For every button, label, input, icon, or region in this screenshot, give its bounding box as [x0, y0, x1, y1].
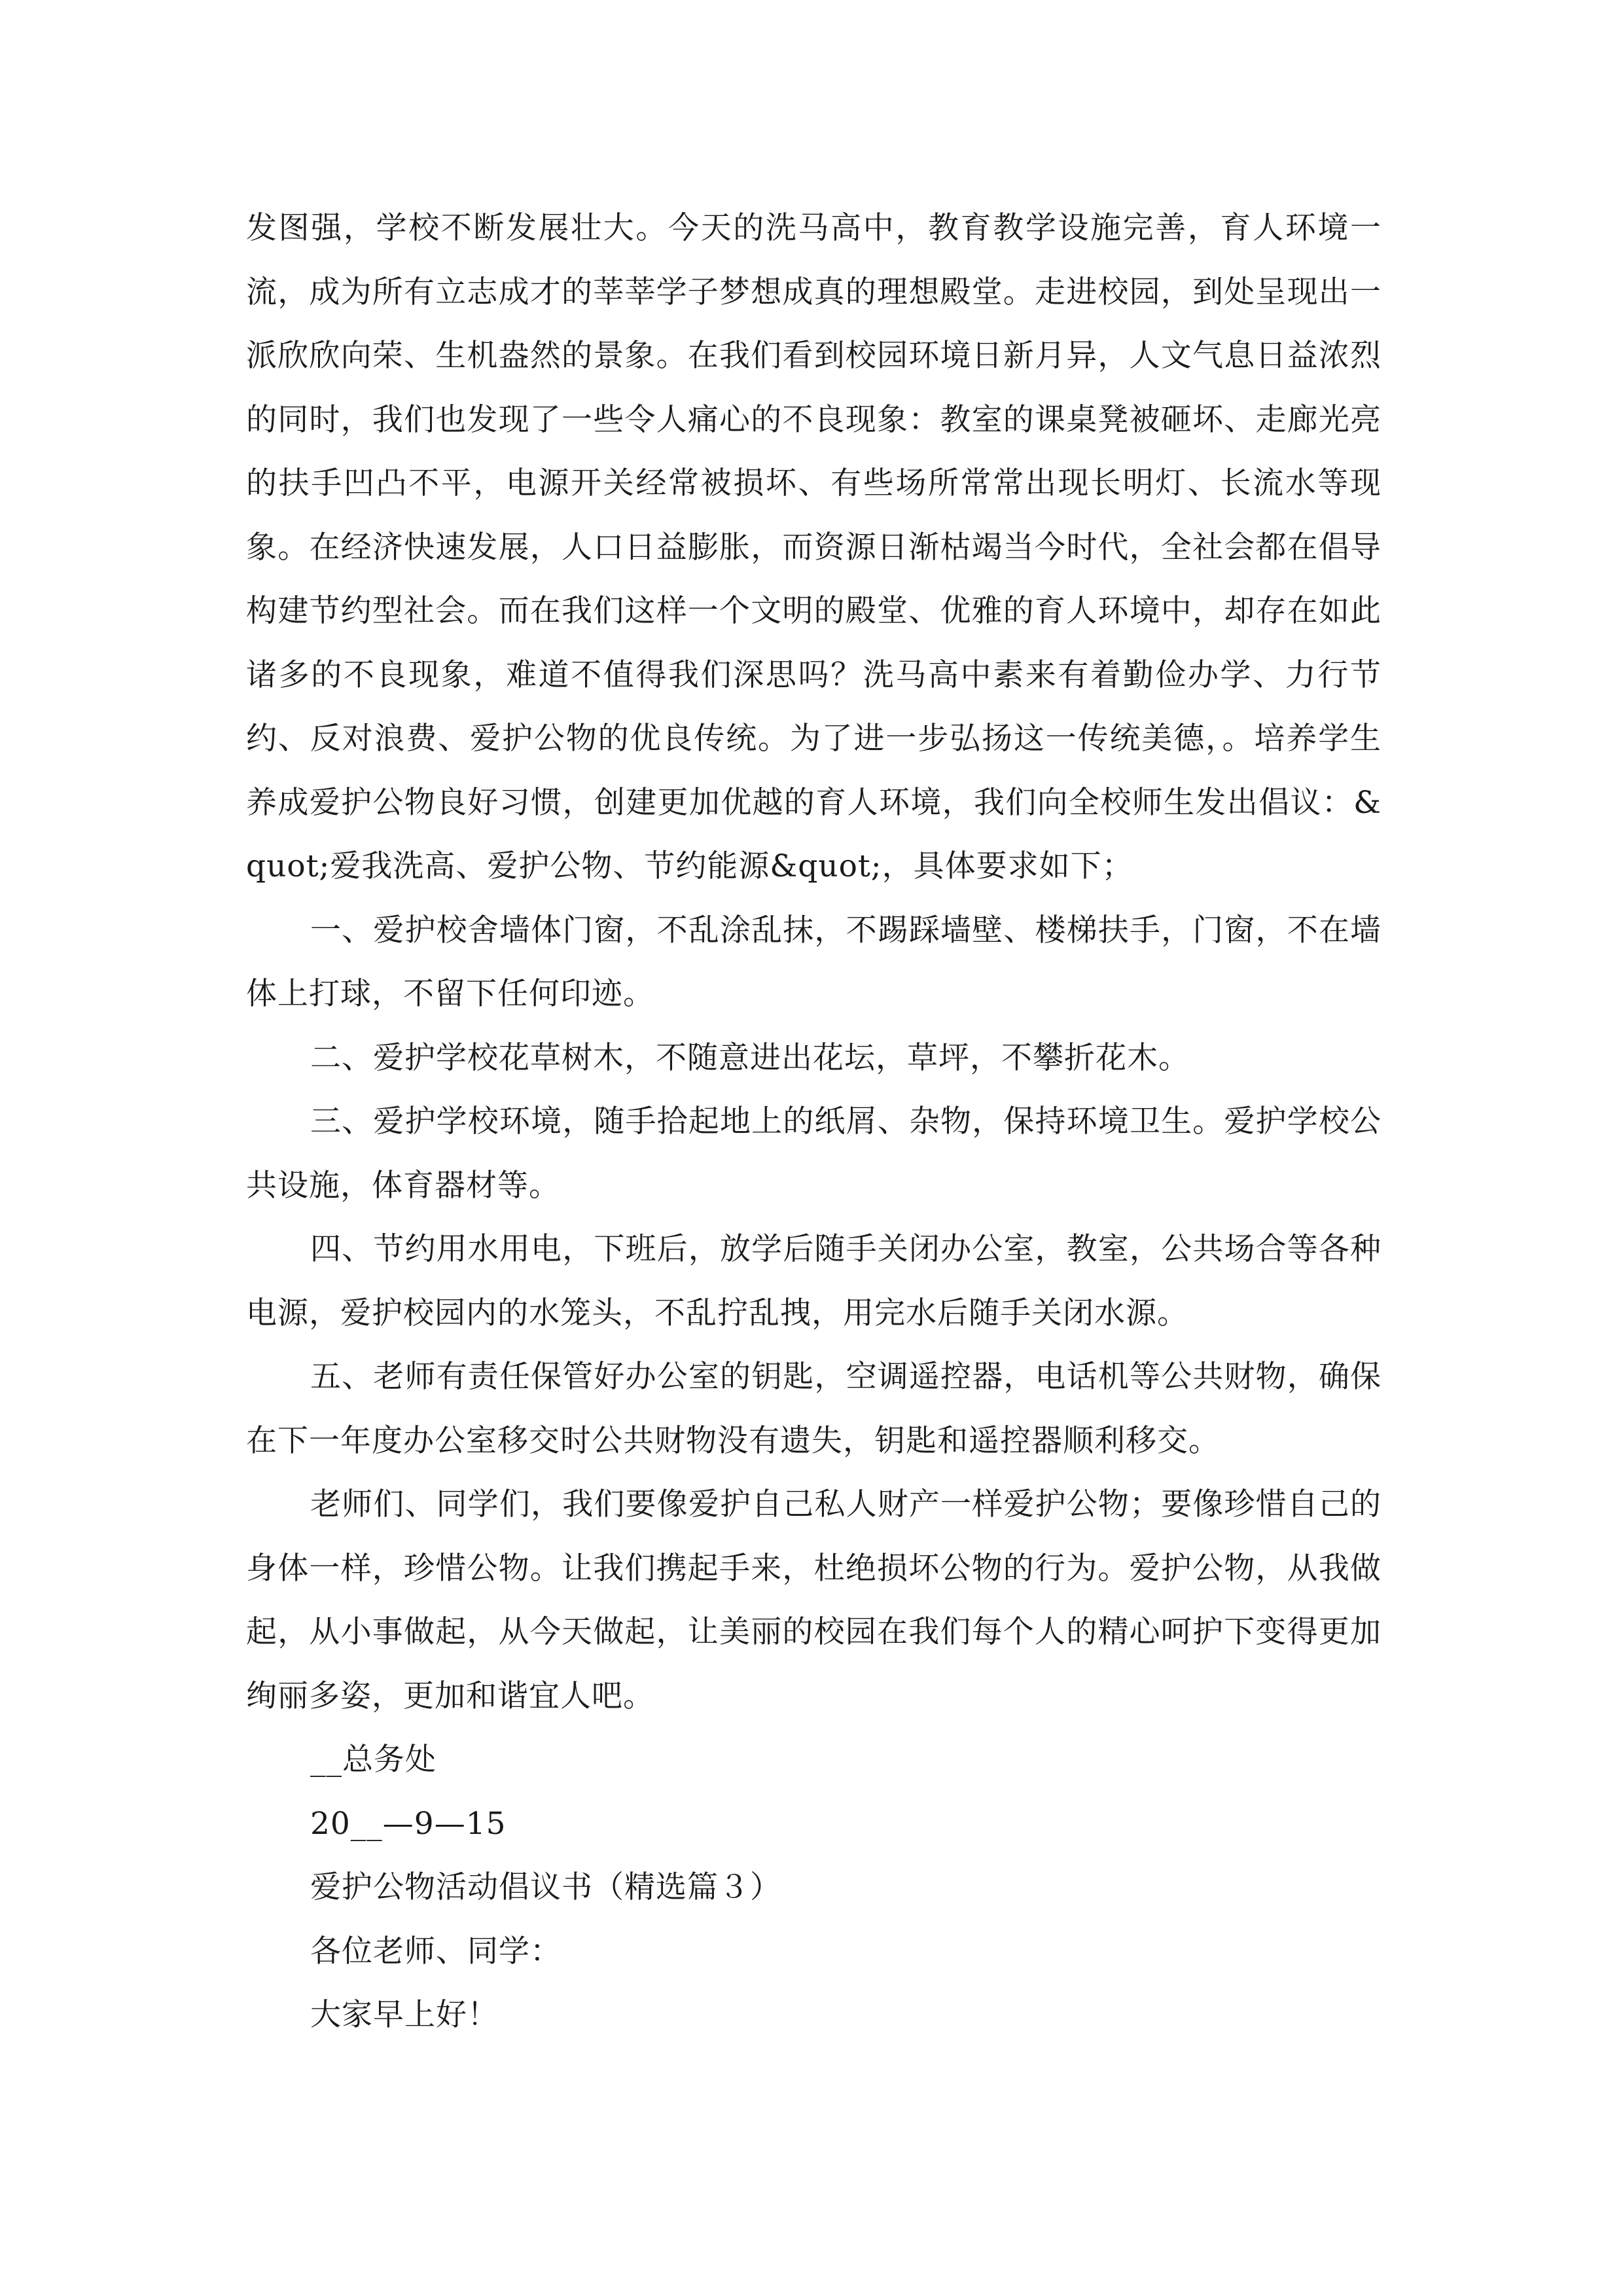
paragraph-item-1: 一、爱护校舍墙体门窗，不乱涂乱抹，不踢踩墙壁、楼梯扶手，门窗，不在墙体上打球，不留下任何印迹。 — [246, 912, 1382, 1012]
paragraph-item-3: 三、爱护学校环境，随手拾起地上的纸屑、杂物，保持环境卫生。爱护学校公共设施，体育器材等。 — [246, 1103, 1382, 1204]
date-line: 20__—9—15 — [310, 1805, 507, 1842]
salutation-line: 各位老师、同学： — [310, 1933, 562, 1969]
paragraph-intro: 发图强，学校不断发展壮大。今天的洗马高中，教育教学设施完善，育人环境一流，成为所有立志成才的莘莘学子梦想成真的理想殿堂。走进校园，到处呈现出一派欣欣向荣、生机盎然的景象。在我们看到校园环境日新月异，人文气息日益浓烈的同时，我们也发现了一些令人痛心的不良现象：教室的课桌凳被砸坏、走廊光亮的扶手凹凸不平，电源开关经常被损坏、有些场所常常出现长明灯、长流水等现象。在经济快速发展，人口日益膨胀，而资源日渐枯竭当今时代，全社会都在倡导构建节约型社会。而在我们这样一个文明的殿堂、优雅的育人环境中，却存在如此诸多的不良现象，难道不值得我们深思吗？洗马高中素来有着勤俭办学、力行节约、反对浪费、爱护公物的优良传统。为了进一步弘扬这一传统美德，。培养学生养成爱护公物良好习惯，创建更加优越的育人环境，我们向全校师生发出倡议：&quot;爱我洗高、爱护公物、节约能源&quot;，具体要求如下； — [246, 210, 1382, 884]
document-body — [246, 196, 1382, 2047]
paragraph-closing: 老师们、同学们，我们要像爱护自己私人财产一样爱护公物；要像珍惜自己的身体一样，珍惜公物。让我们携起手来，杜绝损坏公物的行为。爱护公物，从我做起，从小事做起，从今天做起，让美丽的校园在我们每个人的精心呵护下变得更加绚丽多姿，更加和谐宜人吧。 — [246, 1486, 1382, 1714]
signature-line: __总务处 — [310, 1742, 437, 1778]
greeting-line: 大家早上好！ — [310, 1997, 499, 2033]
next-section-title: 爱护公物活动倡议书（精选篇３） — [310, 1869, 781, 1905]
paragraph-item-2: 二、爱护学校花草树木，不随意进出花坛，草坪，不攀折花木。 — [310, 1039, 1190, 1076]
paragraph-item-4: 四、节约用水用电，下班后，放学后随手关闭办公室，教室，公共场合等各种电源，爱护校园内的水笼头，不乱拧乱拽，用完水后随手关闭水源。 — [246, 1231, 1382, 1331]
paragraph-item-5: 五、老师有责任保管好办公室的钥匙，空调遥控器，电话机等公共财物，确保在下一年度办公室移交时公共财物没有遗失，钥匙和遥控器顺利移交。 — [246, 1359, 1382, 1459]
